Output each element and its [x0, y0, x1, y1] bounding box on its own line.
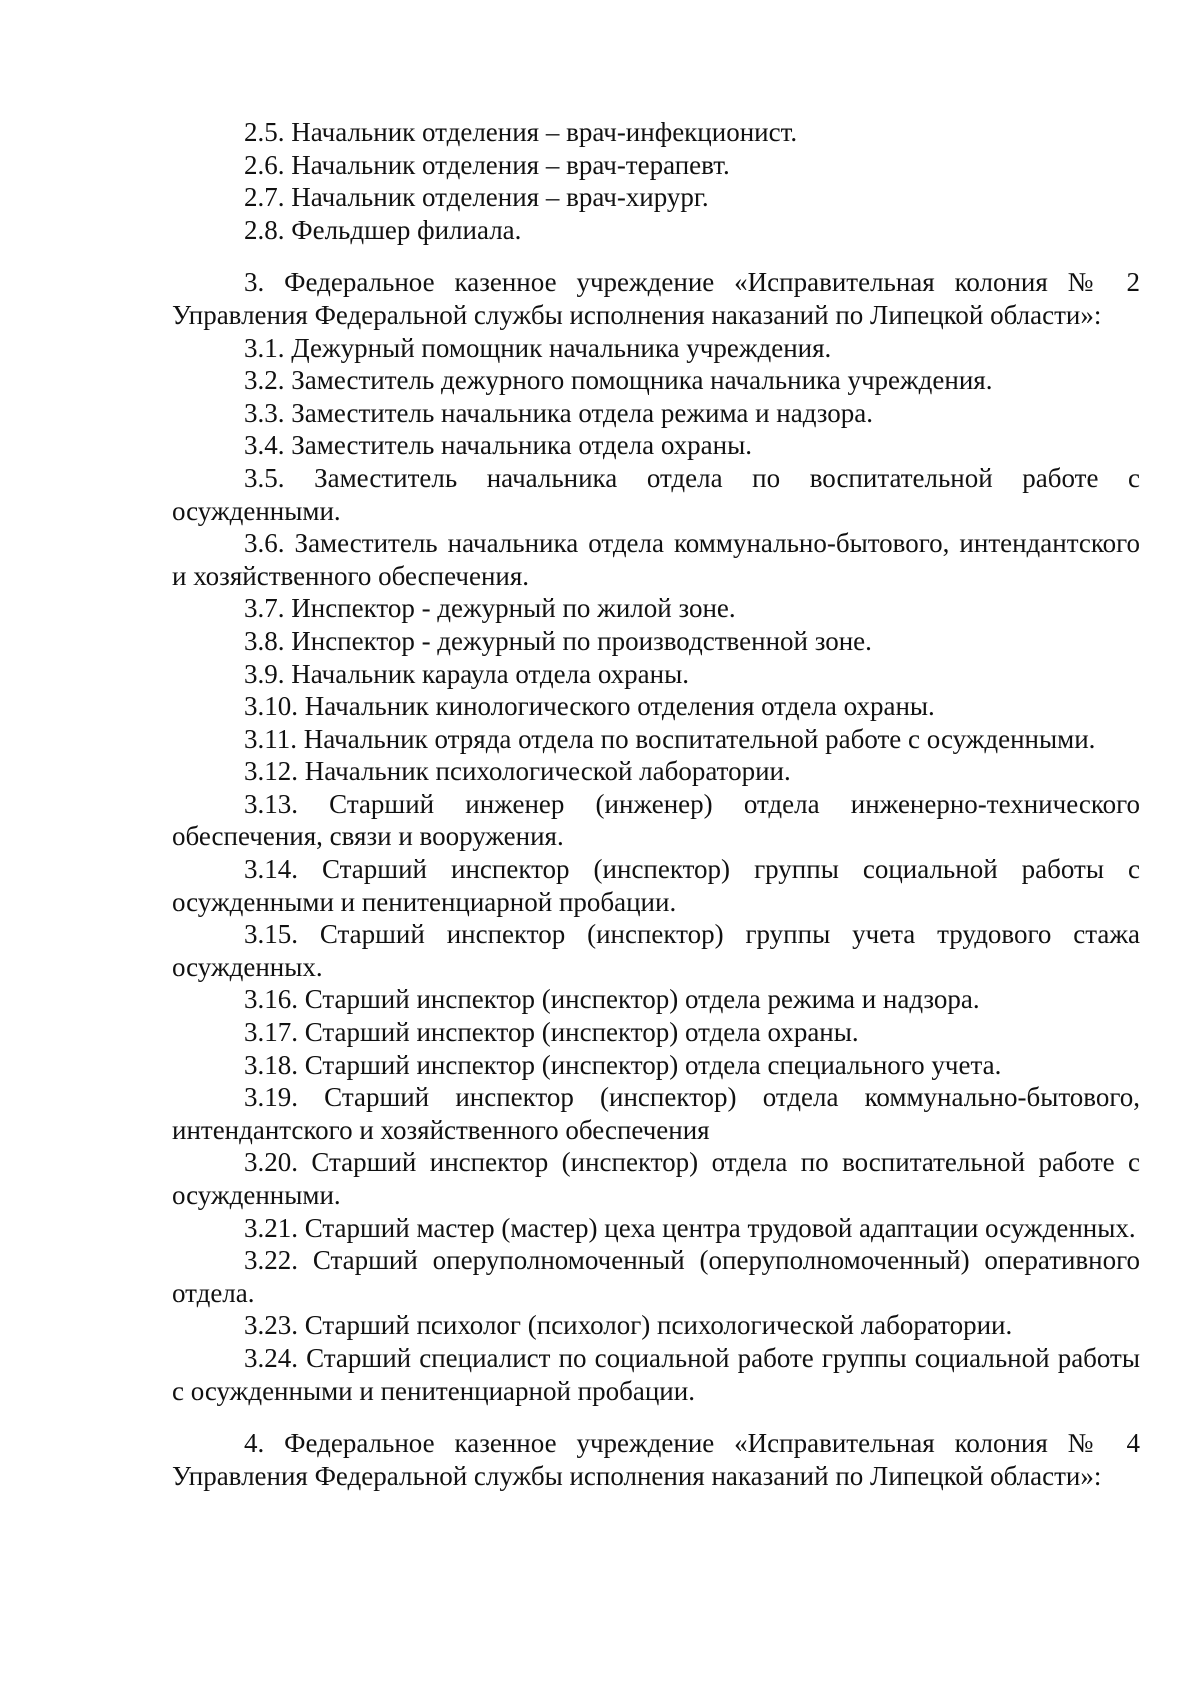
list-item: 3.23. Старший психолог (психолог) психологической лаборатории.: [244, 1310, 1013, 1341]
list-item: 2.5. Начальник отделения – врач-инфекционист.: [244, 117, 798, 147]
list-item: 3.21. Старший мастер (мастер) цеха центра трудовой адаптации осужденных.: [244, 1212, 1136, 1243]
list-item: 3.20. Старший инспектор (инспектор) отдела по воспитательной работе с осужденными.: [172, 1147, 1140, 1210]
list-item: 3.14. Старший инспектор (инспектор) группы социальной работы с осужденными и пенитенциарной пробации.: [172, 854, 1140, 917]
list-item: 3.7. Инспектор - дежурный по жилой зоне.: [244, 593, 736, 624]
list-item: 3.8. Инспектор - дежурный по производственной зоне.: [244, 625, 872, 656]
list-item: 3.22. Старший оперуполномоченный (оперуполномоченный) оперативного отдела.: [172, 1245, 1140, 1308]
list-item: 2.7. Начальник отделения – врач-хирург.: [244, 182, 709, 213]
list-item: 3.1. Дежурный помощник начальника учреждения.: [244, 332, 832, 363]
list-item: 3.12. Начальник психологической лаборатории.: [244, 756, 791, 787]
list-item: 3.6. Заместитель начальника отдела коммунально-бытового, интендантского и хозяйственного обеспечения.: [172, 528, 1140, 591]
list-item: 3.3. Заместитель начальника отдела режима и надзора.: [244, 397, 874, 428]
list-item: 3.19. Старший инспектор (инспектор) отдела коммунально-бытового, интендантского и хозяйственного обеспечения: [172, 1082, 1140, 1145]
document-body: [172, 116, 1140, 1492]
section-heading: 3. Федеральное казенное учреждение «Исправительная колония № 2 Управления Федеральной службы исполнения наказаний по Липецкой области»:: [172, 267, 1140, 330]
list-item: 3.24. Старший специалист по социальной работе группы социальной работы с осужденными и пенитенциарной пробации.: [172, 1342, 1140, 1406]
list-item: 3.2. Заместитель дежурного помощника начальника учреждения.: [244, 365, 993, 396]
list-item: 3.17. Старший инспектор (инспектор) отдела охраны.: [244, 1017, 859, 1048]
list-item: 3.9. Начальник караула отдела охраны.: [244, 658, 689, 689]
list-item: 3.13. Старший инженер (инженер) отдела инженерно-технического обеспечения, связи и вооружения.: [172, 788, 1140, 852]
list-item: 2.8. Фельдшер филиала.: [244, 214, 522, 245]
list-item: 3.16. Старший инспектор (инспектор) отдела режима и надзора.: [244, 984, 980, 1015]
list-item: 3.18. Старший инспектор (инспектор) отдела специального учета.: [244, 1049, 1002, 1080]
list-item: 2.6. Начальник отделения – врач-терапевт.: [244, 149, 730, 180]
list-item: 3.10. Начальник кинологического отделения отдела охраны.: [244, 691, 935, 722]
list-item: 3.5. Заместитель начальника отдела по воспитательной работе с осужденными.: [172, 462, 1140, 526]
list-item: 3.11. Начальник отряда отдела по воспитательной работе с осужденными.: [244, 723, 1096, 754]
section-heading: 4. Федеральное казенное учреждение «Исправительная колония № 4 Управления Федеральной службы исполнения наказаний по Липецкой области»:: [172, 1428, 1140, 1491]
list-item: 3.15. Старший инспектор (инспектор) группы учета трудового стажа осужденных.: [172, 919, 1140, 982]
list-item: 3.4. Заместитель начальника отдела охраны.: [244, 430, 753, 461]
